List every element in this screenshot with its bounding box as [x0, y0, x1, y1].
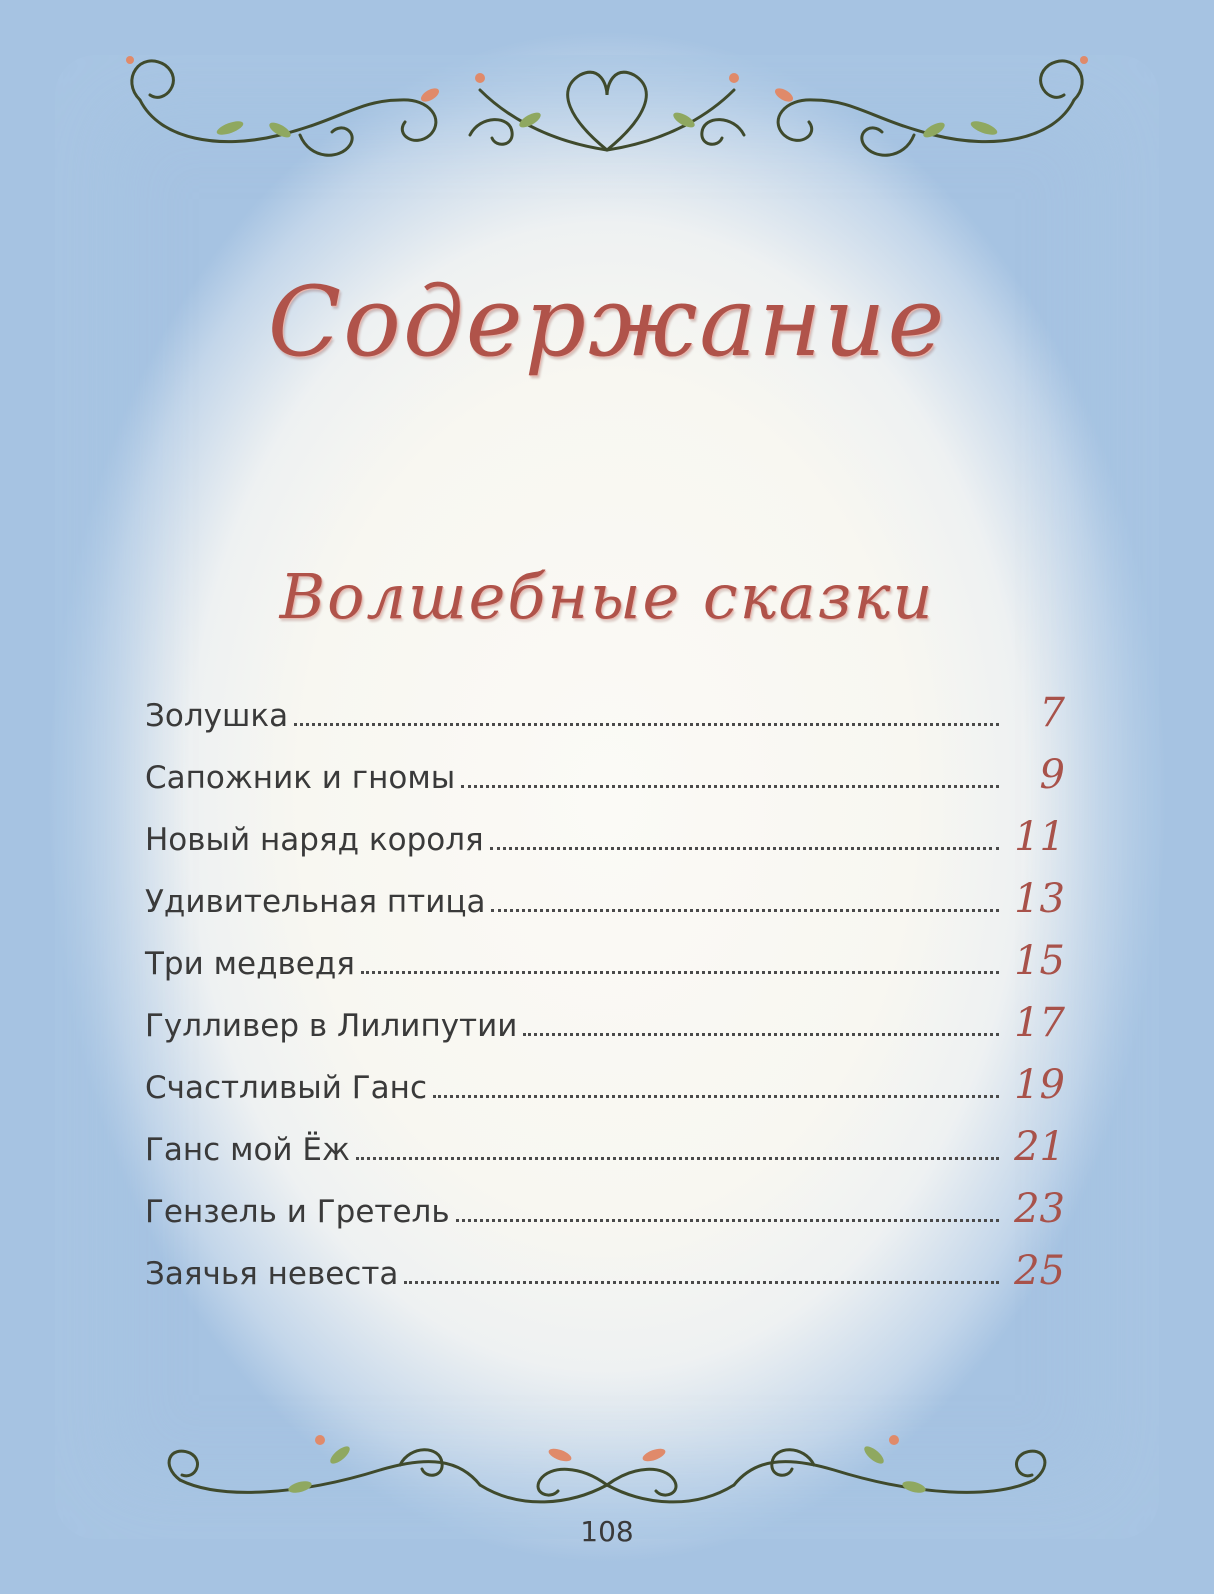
toc-leader-dots [456, 1219, 999, 1222]
toc-entry-page: 11 [1014, 814, 1065, 860]
toc-entry-title: Ганс мой Ёж [145, 1132, 350, 1168]
toc-leader-dots [404, 1281, 999, 1284]
toc-row[interactable] [145, 1186, 1065, 1248]
toc-entry-title: Гулливер в Лилипутии [145, 1008, 518, 1044]
table-of-contents [145, 690, 1065, 1310]
top-vine-ornament [100, 40, 1114, 170]
page-title: Содержание [267, 266, 947, 378]
toc-row[interactable] [145, 690, 1065, 752]
toc-row[interactable] [145, 938, 1065, 1000]
toc-leader-dots [361, 971, 999, 974]
toc-entry-page: 13 [1014, 876, 1065, 922]
toc-row[interactable] [145, 1000, 1065, 1062]
toc-entry-page: 15 [1014, 938, 1065, 984]
page-number: 108 [580, 1515, 634, 1548]
section-title: Волшебные сказки [279, 560, 935, 633]
toc-row[interactable] [145, 1062, 1065, 1124]
toc-leader-dots [294, 723, 999, 726]
toc-entry-page: 9 [1039, 752, 1065, 798]
toc-row[interactable] [145, 814, 1065, 876]
toc-row[interactable] [145, 1248, 1065, 1310]
toc-leader-dots [461, 785, 999, 788]
toc-entry-title: Счастливый Ганс [145, 1070, 427, 1106]
toc-leader-dots [523, 1033, 999, 1036]
toc-entry-page: 21 [1014, 1124, 1065, 1170]
toc-entry-title: Удивительная птица [145, 884, 486, 920]
toc-entry-title: Заячья невеста [145, 1256, 399, 1292]
toc-leader-dots [490, 847, 999, 850]
toc-entry-page: 23 [1014, 1186, 1065, 1232]
toc-leader-dots [433, 1095, 999, 1098]
toc-row[interactable] [145, 1124, 1065, 1186]
toc-entry-page: 17 [1014, 1000, 1065, 1046]
toc-entry-title: Гензель и Гретель [145, 1194, 450, 1230]
toc-entry-title: Новый наряд короля [145, 822, 484, 858]
toc-entry-title: Три медведя [145, 946, 355, 982]
toc-entry-page: 19 [1014, 1062, 1065, 1108]
toc-row[interactable] [145, 752, 1065, 814]
toc-entry-page: 7 [1039, 690, 1065, 736]
toc-entry-title: Золушка [145, 698, 289, 734]
toc-entry-title: Сапожник и гномы [145, 760, 456, 796]
toc-leader-dots [356, 1157, 999, 1160]
toc-leader-dots [491, 909, 999, 912]
toc-row[interactable] [145, 876, 1065, 938]
toc-entry-page: 25 [1014, 1248, 1065, 1294]
